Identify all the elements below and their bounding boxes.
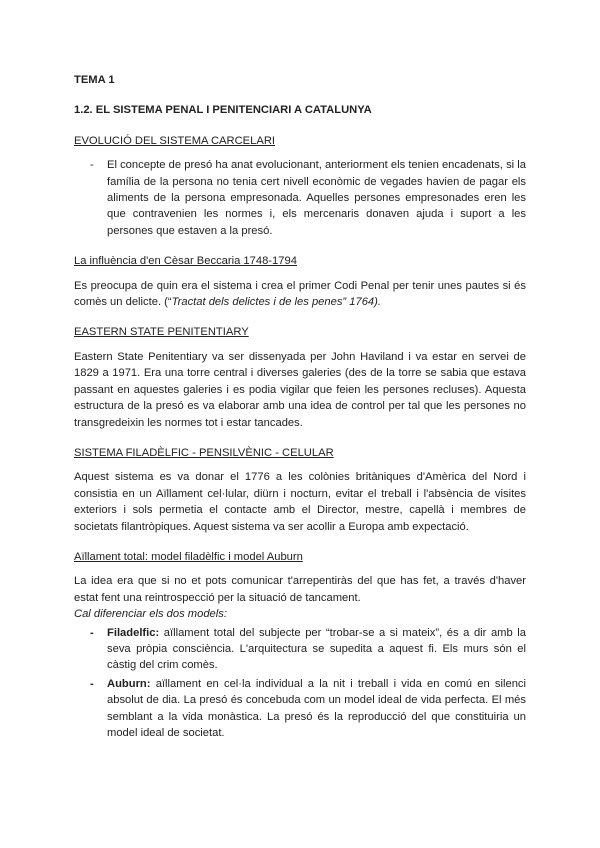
model-text: aïllament en cel·la individual a la nit i treball i vida en comú en silenci absolut de dia. La presó és concebuda com un model ideal de vida perfecta. El més semblant a la vida monàstica. La presó és la reproducció del que constituiria un model ideal de societat. [107, 677, 526, 739]
model-text: aïllament total del subjecte per “trobar-se a si mateix”, és a dir amb la seva pròpia consciència. L'arquitectura se supedita a aquest fi. Els murs són el càstig del crim comès. [107, 626, 526, 672]
models-list [74, 625, 526, 742]
italic-line: Cal diferenciar els dos models: [74, 608, 227, 621]
section-heading-beccaria: La influència d'en Cèsar Beccaria 1748-1794 [74, 255, 297, 268]
beccaria-italic: Tractat dels delictes i de les penes” 1764). [171, 296, 381, 309]
list-item [74, 676, 526, 742]
model-label: Auburn: [107, 677, 151, 690]
paragraph-aillament: La idea era que si no et pots comunicar t'arrepentiràs del que has fet, a través d'haver estat fent una reintrospecció per la situació de tancament. [74, 575, 526, 604]
list-item [74, 625, 526, 674]
model-label: Filadelfic: [107, 626, 160, 639]
evolucio-list [74, 157, 526, 239]
list-item [74, 157, 526, 239]
paragraph-filadelfic: Aquest sistema es va donar el 1776 a les colònies britàniques d'Amèrica del Nord i consistia en un Aïllament cel·lular, diürn i nocturn, evitar el treball i l'absència de visites exteriors i sols permetia el contacte amb el Director, mestre, capellà i membres de societats filantròpiques. Aquest sistema va ser acollir a Europa amb expectació. [74, 471, 526, 533]
document-title: 1.2. EL SISTEMA PENAL I PENITENCIARI A CATALUNYA [74, 104, 372, 117]
dash-marker: - [90, 626, 94, 639]
dash-marker: - [90, 159, 94, 172]
dash-marker: - [90, 677, 94, 690]
section-heading-eastern: EASTERN STATE PENITENTIARY [74, 326, 249, 339]
paragraph-eastern: Eastern State Penitentiary va ser dissenyada per John Haviland i va estar en servei de 1829 a 1971. Era una torre central i diverses galeries (des de la torre se sabia que estava passant en aquestes galeries i es podia vigilar que feien les persones recluses). Aquesta estructura de la presó es va elaborar amb una idea de control per tal que les persones no transgredeixin les normes tot i estar tancades. [74, 350, 526, 429]
beccaria-text: Es preocupa de quin era el sistema i crea el primer Codi Penal per tenir unes pautes si és comès un delicte. (“ [74, 279, 526, 309]
section-heading-evolucio: EVOLUCIÓ DEL SISTEMA CARCELARI [74, 134, 276, 147]
list-item-text: El concepte de presó ha anat evolucionant, anteriorment els tenien encadenats, si la família de la persona no tenia cert nivell econòmic de vegades havien de pagar els aliments de la persona empresonada. Aquelles persones empresonades eren les que contravenien les normes i, els mercenaris donaven ajuda i suport a les persones que estaven a la presó. [107, 159, 526, 237]
paragraph-beccaria [74, 278, 526, 311]
section-heading-filadelfic: SISTEMA FILADÈLFIC - PENSILVÈNIC - CELULAR [74, 446, 334, 459]
tema-label: TEMA 1 [74, 74, 115, 86]
section-heading-aillament: Aïllament total: model filadèlfic i model Auburn [74, 550, 303, 563]
